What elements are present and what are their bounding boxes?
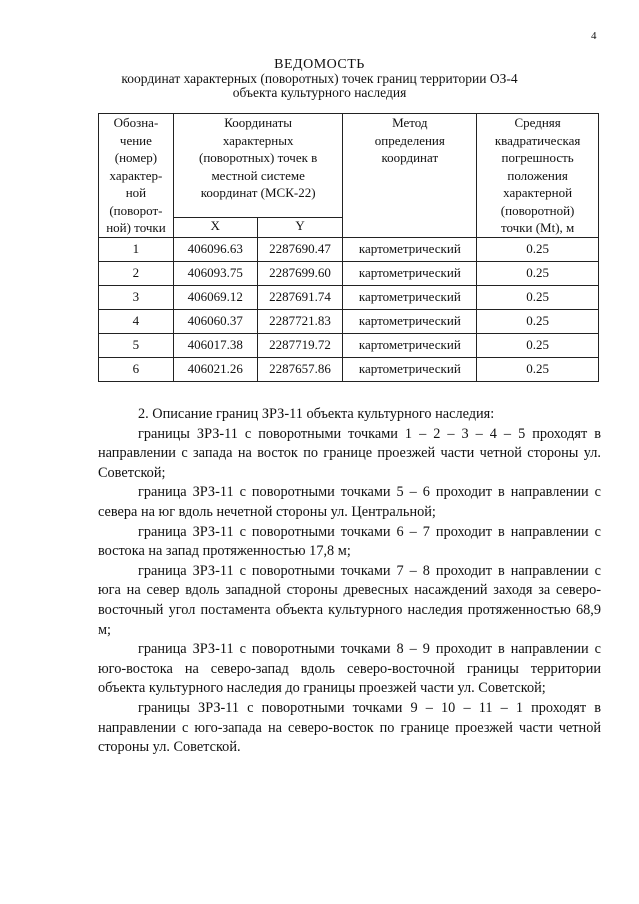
cell-point-number: 4 [99,309,174,333]
cell-x: 406093.75 [173,261,257,285]
table-row [99,261,599,285]
cell-point-number: 5 [99,333,174,357]
section-heading: 2. Описание границ ЗРЗ-11 объекта культурного наследия: [138,406,495,422]
cell-method: картометрический [343,285,477,309]
cell-y: 2287721.83 [257,309,343,333]
cell-y: 2287719.72 [257,333,343,357]
cell-error: 0.25 [477,333,599,357]
paragraph: граница ЗРЗ-11 с поворотными точками 8 – 9 проходит в направлении с юго-востока на северо-запад вдоль северо-восточной границы территории объекта культурного наследия до границы проезжей части ул. Советской; [98,641,601,697]
cell-method: картометрический [343,237,477,261]
table-row [99,237,599,261]
paragraph: граница ЗРЗ-11 с поворотными точками 5 – 6 проходит в направлении с севера на юг вдоль нечетной стороны ул. Центральной; [98,484,601,520]
cell-y: 2287691.74 [257,285,343,309]
table-row [99,309,599,333]
paragraph: границы ЗРЗ-11 с поворотными точками 9 – 10 – 11 – 1 проходят в направлении с юго-запада на северо-восток по границе проезжей части четной стороны ул. Советской. [98,699,601,756]
cell-point-number: 6 [99,357,174,381]
table-row [99,285,599,309]
cell-error: 0.25 [477,237,599,261]
table-row [99,357,599,381]
coordinates-table [98,113,599,382]
cell-error: 0.25 [477,309,599,333]
header-method: Метод определения координат [343,114,477,238]
cell-x: 406060.37 [173,309,257,333]
cell-y: 2287690.47 [257,237,343,261]
page-number: 4 [591,30,597,42]
document-title [0,58,639,100]
cell-x: 406021.26 [173,357,257,381]
cell-point-number: 1 [99,237,174,261]
paragraph: границы ЗРЗ-11 с поворотными точками 1 – 2 – 3 – 4 – 5 проходят в направлении с запада на восток по границе проезжей части четной стороны ул. Советской; [98,425,601,481]
header-error: Средняя квадратическая погрешность положения характерной (поворотной) точки (Mt), м [477,114,599,238]
cell-x: 406096.63 [173,237,257,261]
paragraph: граница ЗРЗ-11 с поворотными точками 7 – 8 проходит в направлении с юга на север вдоль западной стороны древесных насаждений заходя за северо-восточный угол постамента объекта культурного наследия протяженностью 68,9 м; [98,562,601,638]
title-line-3: объекта культурного наследия [232,85,407,100]
paragraph: граница ЗРЗ-11 с поворотными точками 6 – 7 проходит в направлении с востока на запад протяженностью 17,8 м; [98,523,601,560]
cell-error: 0.25 [477,261,599,285]
cell-point-number: 2 [99,261,174,285]
cell-y: 2287657.86 [257,357,343,381]
header-designation: Обозна- чение (номер) характер- ной (поворот- ной) точки [99,114,174,238]
cell-y: 2287699.60 [257,261,343,285]
cell-error: 0.25 [477,357,599,381]
cell-method: картометрический [343,333,477,357]
cell-method: картометрический [343,261,477,285]
cell-x: 406069.12 [173,285,257,309]
cell-method: картометрический [343,357,477,381]
header-y: Y [257,217,343,237]
cell-x: 406017.38 [173,333,257,357]
header-x: X [173,217,257,237]
table-row [99,333,599,357]
cell-error: 0.25 [477,285,599,309]
boundary-description [98,405,601,758]
cell-point-number: 3 [99,285,174,309]
cell-method: картометрический [343,309,477,333]
title-line-2: координат характерных (поворотных) точек границ территории ОЗ-4 [121,71,518,86]
header-coordinates: Координаты характерных (поворотных) точек в местной системе координат (МСК-22) [173,114,343,218]
title-line-1: ВЕДОМОСТЬ [274,57,365,72]
